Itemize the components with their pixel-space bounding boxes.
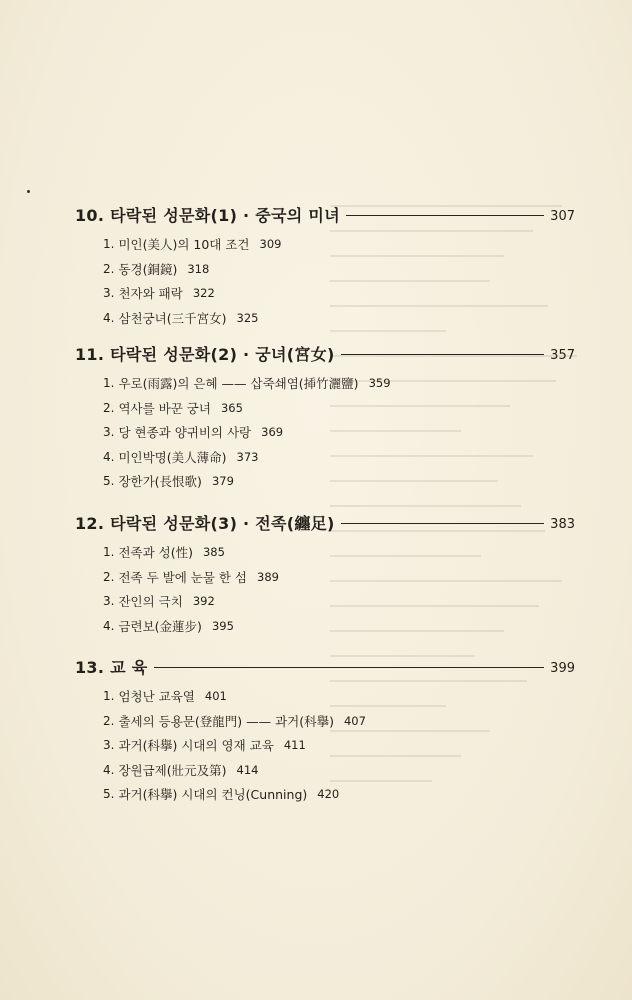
chapter-page-number: 399	[550, 660, 575, 676]
entry-page-number: 359	[368, 376, 391, 391]
entry-page-number: 373	[236, 449, 259, 464]
entry-page-number: 407	[343, 713, 366, 728]
entry-page-number: 389	[257, 569, 279, 584]
entry-number: 5.	[103, 474, 115, 489]
chapter-page-number: 357	[550, 347, 575, 363]
leader-rule	[341, 523, 545, 524]
entry-number: 2.	[103, 713, 115, 728]
entry-title: 천자와 패락	[118, 286, 183, 302]
section-list	[103, 371, 575, 494]
leader-rule	[154, 667, 545, 668]
leader-rule	[341, 354, 545, 355]
toc-entry	[103, 257, 575, 282]
chapter-11	[75, 341, 575, 494]
toc-entry	[103, 232, 575, 257]
entry-number: 4.	[103, 762, 115, 777]
entry-title: 미인박명(美人薄命)	[118, 449, 227, 465]
entry-number: 4.	[103, 618, 115, 633]
entry-page-number: 365	[220, 400, 243, 415]
toc-entry	[103, 614, 575, 639]
entry-number: 2.	[103, 261, 115, 276]
toc-entry	[103, 758, 575, 783]
entry-number: 3.	[103, 286, 115, 301]
chapter-heading	[75, 202, 575, 226]
entry-title: 금련보(金蓮步)	[118, 618, 202, 634]
entry-number: 4.	[103, 310, 115, 325]
chapter-heading	[75, 341, 575, 365]
entry-number: 3.	[103, 425, 115, 440]
chapter-page-number: 383	[550, 516, 575, 532]
chapter-title: 12. 타락된 성문화(3) · 전족(纏足)	[75, 513, 335, 533]
toc-entry	[103, 540, 575, 565]
entry-title: 역사를 바꾼 궁녀	[118, 400, 211, 416]
chapter-heading	[75, 510, 575, 534]
entry-title: 동경(銅鏡)	[118, 261, 178, 277]
section-list	[103, 684, 575, 807]
entry-number: 5.	[103, 787, 115, 802]
entry-number: 2.	[103, 400, 115, 415]
entry-title: 삼천궁녀(三千宮女)	[118, 310, 227, 326]
entry-page-number: 318	[187, 261, 210, 276]
entry-page-number: 395	[211, 618, 234, 633]
toc-entry	[103, 396, 575, 421]
chapter-heading	[75, 654, 575, 678]
entry-title: 미인(美人)의 10대 조건	[118, 237, 250, 253]
entry-page-number: 411	[283, 738, 306, 753]
entry-title: 전족 두 발에 눈물 한 섬	[118, 569, 247, 585]
toc-entry	[103, 782, 575, 807]
toc-entry	[103, 709, 575, 734]
entry-page-number: 414	[236, 762, 259, 777]
entry-number: 1.	[103, 376, 115, 391]
entry-title: 잔인의 극치	[118, 594, 183, 610]
chapter-title: 13. 교 육	[75, 657, 148, 677]
entry-page-number: 392	[192, 594, 215, 609]
entry-page-number: 325	[236, 310, 259, 325]
entry-number: 3.	[103, 738, 115, 753]
chapter-page-number: 307	[550, 208, 575, 224]
entry-number: 4.	[103, 449, 115, 464]
toc-entry	[103, 445, 575, 470]
entry-title: 장한가(長恨歌)	[118, 474, 202, 490]
chapter-title: 10. 타락된 성문화(1) · 중국의 미녀	[75, 205, 340, 225]
toc-entry	[103, 469, 575, 494]
entry-title: 전족과 성(性)	[118, 545, 193, 561]
chapter-title: 11. 타락된 성문화(2) · 궁녀(宮女)	[75, 344, 335, 364]
leader-rule	[346, 215, 544, 216]
entry-page-number: 369	[261, 425, 284, 440]
entry-page-number: 385	[202, 545, 225, 560]
chapter-12	[75, 510, 575, 638]
entry-title: 우로(雨露)의 은혜 —— 삽죽쇄염(揷竹灑鹽)	[118, 376, 359, 392]
toc-entry	[103, 684, 575, 709]
entry-number: 3.	[103, 594, 115, 609]
toc-entry	[103, 306, 575, 331]
entry-page-number: 309	[259, 237, 282, 252]
toc-entry	[103, 420, 575, 445]
ink-speck	[27, 190, 30, 193]
entry-number: 2.	[103, 569, 115, 584]
entry-title: 엄청난 교육열	[118, 689, 195, 705]
entry-title: 과거(科擧) 시대의 영재 교육	[118, 738, 274, 754]
entry-page-number: 379	[211, 474, 234, 489]
toc-entry	[103, 565, 575, 590]
entry-title: 당 현종과 양귀비의 사랑	[118, 425, 252, 441]
chapter-13	[75, 654, 575, 807]
entry-number: 1.	[103, 237, 115, 252]
toc-entry	[103, 281, 575, 306]
entry-page-number: 401	[204, 689, 227, 704]
section-list	[103, 232, 575, 330]
chapter-10	[75, 202, 575, 330]
entry-page-number: 322	[192, 286, 215, 301]
section-list	[103, 540, 575, 638]
entry-page-number: 420	[317, 787, 340, 802]
toc-entry	[103, 371, 575, 396]
toc-entry	[103, 589, 575, 614]
toc-entry	[103, 733, 575, 758]
entry-number: 1.	[103, 545, 115, 560]
entry-number: 1.	[103, 689, 115, 704]
entry-title: 과거(科擧) 시대의 컨닝(Cunning)	[118, 787, 308, 803]
entry-title: 장원급제(壯元及第)	[118, 762, 227, 778]
entry-title: 출세의 등용문(登龍門) —— 과거(科擧)	[118, 713, 334, 729]
